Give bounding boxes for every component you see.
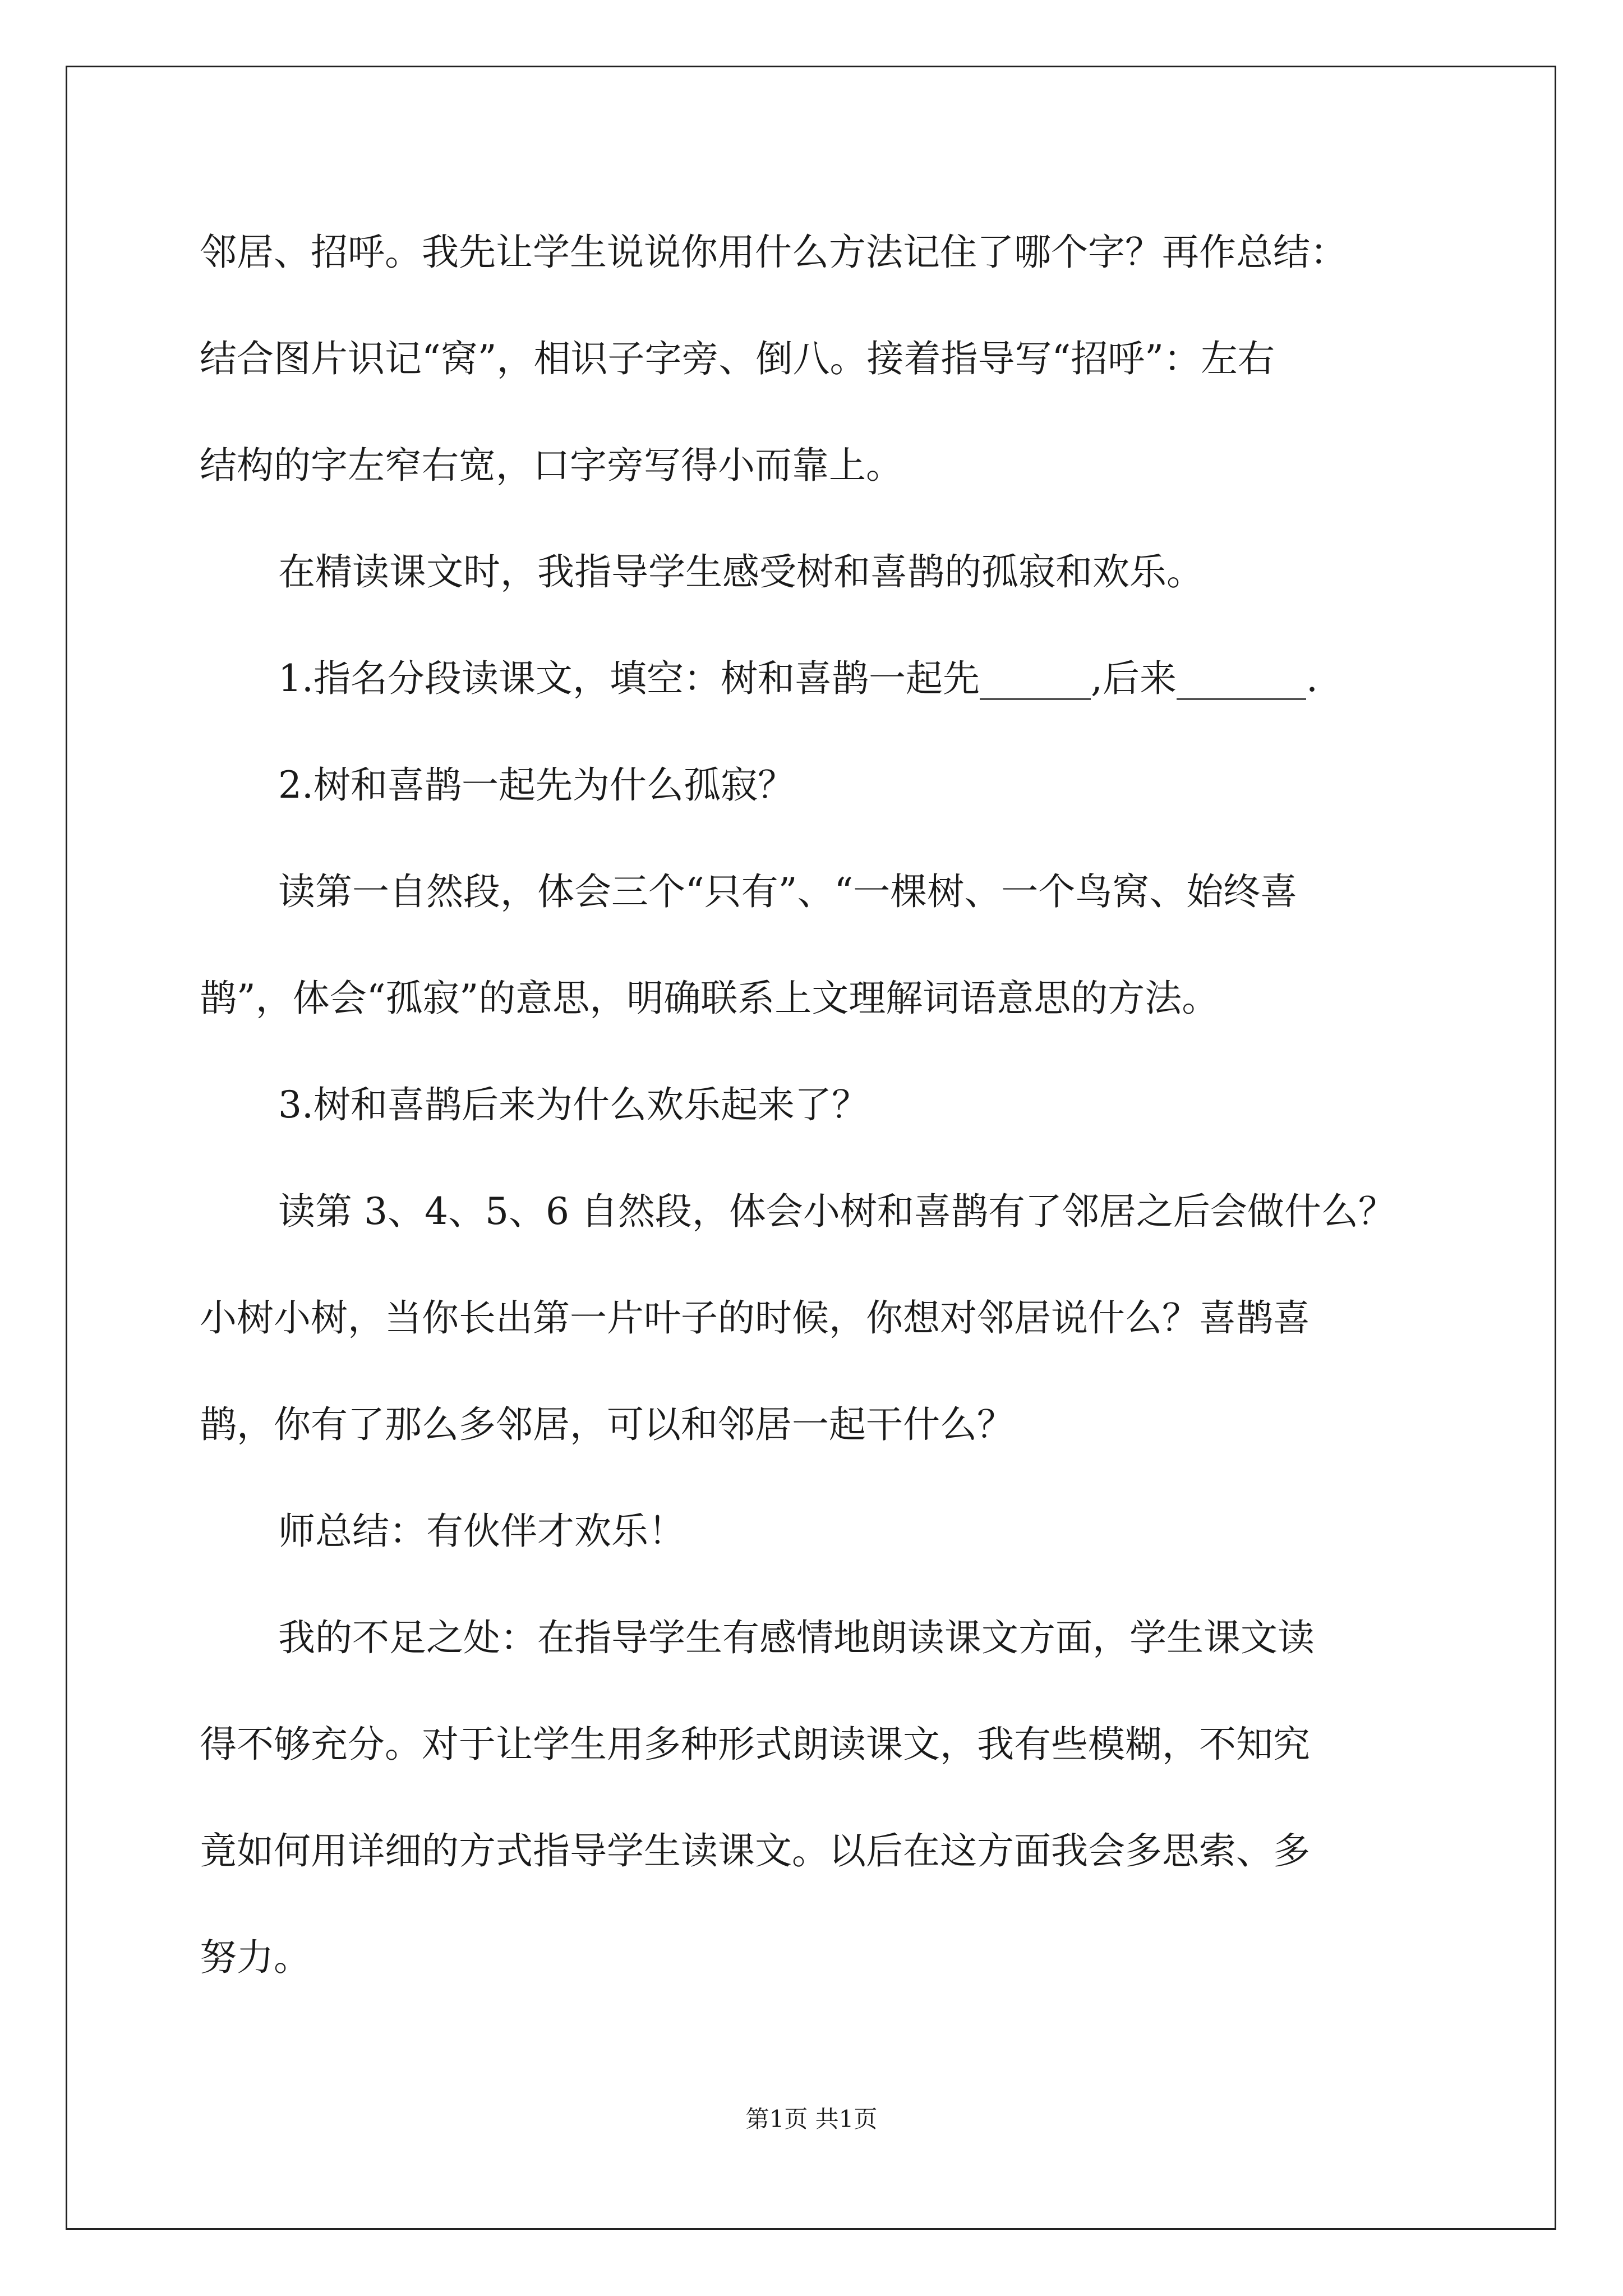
text-line: 鹊”，体会“孤寂”的意思，明确联系上文理解词语意思的方法。 <box>200 977 1219 1020</box>
paragraph-start: 我的不足之处：在指导学生有感情地朗读课文方面，学生课文读 <box>278 1616 1315 1659</box>
paragraph-start: 在精读课文时，我指导学生感受树和喜鹊的孤寂和欢乐。 <box>278 550 1204 593</box>
text-line: 结构的字左窄右宽，口字旁写得小而靠上。 <box>200 444 903 487</box>
text-line: 鹊，你有了那么多邻居，可以和邻居一起干什么？ <box>200 1403 1014 1446</box>
text-line: 邻居、招呼。我先让学生说说你用什么方法记住了哪个字？再作总结： <box>200 231 1347 274</box>
document-body <box>200 199 1433 2011</box>
question-item: 3.树和喜鹊后来为什么欢乐起来了？ <box>278 1083 869 1126</box>
paragraph-start: 读第 3、4、5、6 自然段，体会小树和喜鹊有了邻居之后会做什么？ <box>278 1190 1395 1233</box>
page-number-footer: 第1页 共1页 <box>745 2105 878 2133</box>
text-line: 竟如何用详细的方式指导学生读课文。以后在这方面我会多思索、多 <box>200 1829 1310 1872</box>
text-line: 小树小树，当你长出第一片叶子的时候，你想对邻居说什么？喜鹊喜 <box>200 1296 1310 1340</box>
text-line: 努力。 <box>200 1936 311 1979</box>
question-item: 1.指名分段读课文，填空：树和喜鹊一起先______,后来_______. <box>278 657 1318 700</box>
question-item: 2.树和喜鹊一起先为什么孤寂？ <box>278 763 795 807</box>
text-line: 结合图片识记“窝”，相识子字旁、倒八。接着指导写“招呼”：左右 <box>200 337 1275 380</box>
text-line: 得不够充分。对于让学生用多种形式朗读课文，我有些模糊，不知究 <box>200 1723 1310 1766</box>
paragraph-start: 师总结：有伙伴才欢乐！ <box>278 1510 685 1553</box>
paragraph-start: 读第一自然段，体会三个“只有”、“一棵树、一个鸟窝、始终喜 <box>278 870 1298 913</box>
